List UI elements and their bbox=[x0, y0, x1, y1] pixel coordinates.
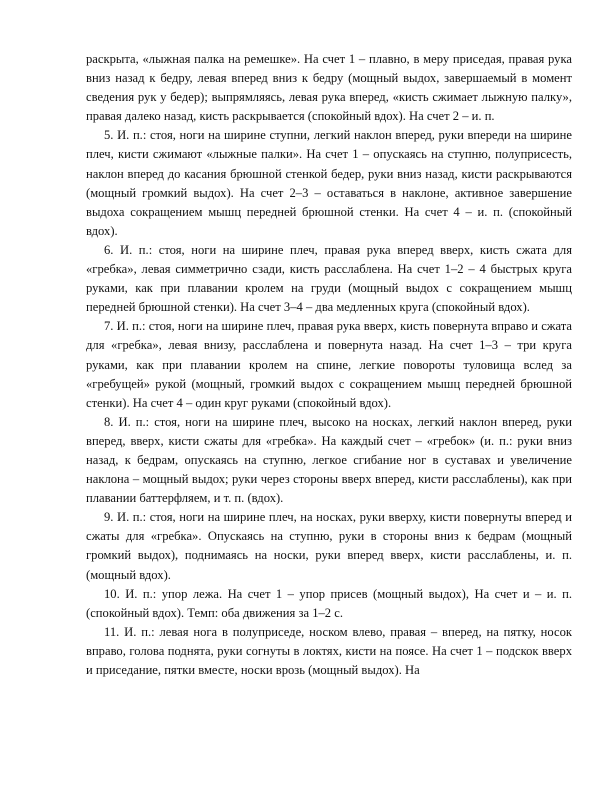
paragraph-continuation: раскрыта, «лыжная палка на ремешке». На счет 1 – плавно, в меру приседая, правая рука вниз назад к бедру, левая вперед вниз к бедру (мощный выдох, завершаемый в момент сведения рук у бедер); выпрямляясь, левая рука вперед, «кисть сжимает лыжную палку», правая далеко назад, кисть раскрывается (спокойный вдох). На счет 2 – и. п. bbox=[86, 52, 572, 124]
paragraph-exercise-5: 5. И. п.: стоя, ноги на ширине ступни, легкий наклон вперед, руки впереди на ширине плеч, кисти сжимают «лыжные палки». На счет 1 – опускаясь на ступню, полуприсесть, наклон вперед до касания брюшной стенкой бедер, руки вниз назад, кисти раскрываются (мощный громкий выдох). На счет 2–3 – оставаться в наклоне, активное завершение выдоха сокращением мышц передней брюшной стенки. На счет 4 – и. п. (спокойный вдох). bbox=[86, 128, 572, 238]
paragraph-exercise-7: 7. И. п.: стоя, ноги на ширине плеч, правая рука вверх, кисть повернута вправо и сжата для «гребка», левая внизу, расслаблена и повернута назад. На счет 1–3 – три круга руками, как при плавании кролем на спине, легкие повороты туловища вслед за «гребущей» рукой (мощный, громкий выдох с сокращением мышц передней брюшной стенки). На счет 4 – один круг руками (спокойный вдох). bbox=[86, 319, 572, 410]
paragraph-exercise-11: 11. И. п.: левая нога в полуприседе, носком влево, правая – вперед, на пятку, носок вправо, голова поднята, руки согнуты в локтях, кисти на поясе. На счет 1 – подскок вверх и приседание, пятки вместе, носки врозь (мощный выдох). На bbox=[86, 624, 572, 677]
paragraph-exercise-6: 6. И. п.: стоя, ноги на ширине плеч, правая рука вперед вверх, кисть сжата для «гребка», левая симметрично сзади, кисть расслаблена. На счет 1–2 – 4 быстрых круга руками, как при плавании кролем на груди (мощный выдох с сокращением мышц передней брюшной стенки). На счет 3–4 – два медленных круга (спокойный вдох). bbox=[86, 242, 572, 315]
paragraph-exercise-8: 8. И. п.: стоя, ноги на ширине плеч, высоко на носках, легкий наклон вперед, руки вперед, вверх, кисти сжаты для «гребка». На каждый счет – «гребок» (и. п.: руки вниз назад, к бедрам, опускаясь на ступню, легкое сгибание ног в суставах и увеличение наклона – мощный выдох; руки через стороны вверх вперед, кисти расслаблены), как при плавании баттерфляем, и т. п. (вдох). bbox=[86, 414, 572, 506]
body-text bbox=[86, 50, 572, 680]
paragraph-exercise-10: 10. И. п.: упор лежа. На счет 1 – упор присев (мощный выдох), На счет и – и. п. (спокойный вдох). Темп: оба движения за 1–2 с. bbox=[86, 586, 572, 620]
paragraph-exercise-9: 9. И. п.: стоя, ноги на ширине плеч, на носках, руки вверху, кисти повернуты вперед и сжаты для «гребка». Опускаясь на ступню, руки в стороны вниз к бедрам (мощный громкий выдох), поднимаясь на носки, руки вперед вверх, кисти расслаблены, и. п. (мощный вдох). bbox=[86, 510, 572, 582]
